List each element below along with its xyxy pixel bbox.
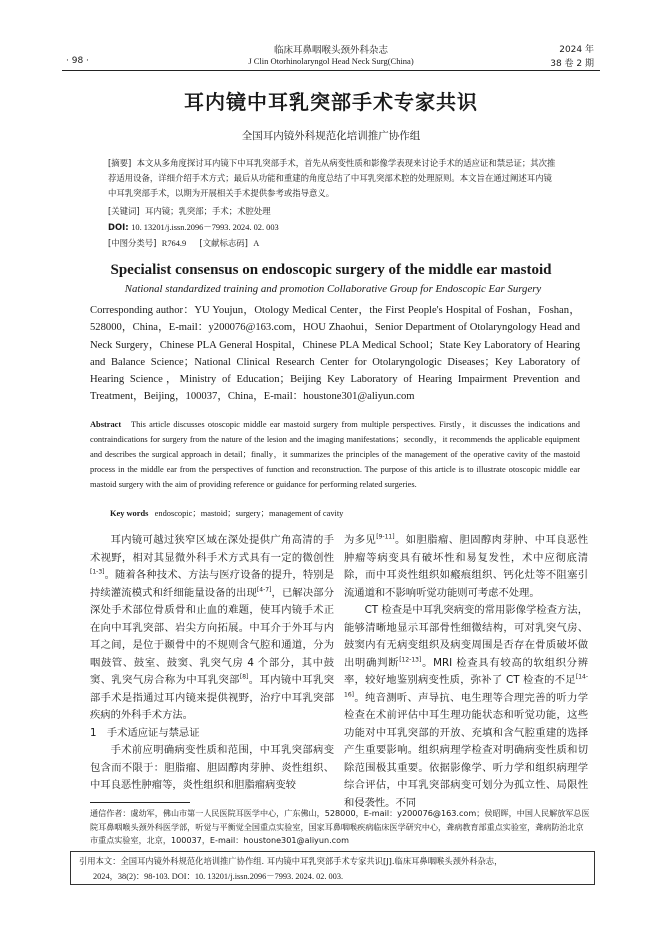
abstract-en [90,417,580,492]
body-column-right [344,532,588,812]
footnote-divider [90,802,190,803]
journal-issue: 38 卷 2 期 [550,59,594,69]
journal-title-cn: 临床耳鼻咽喉头颈外科杂志 [273,45,388,56]
ref-8[interactable]: [8] [239,673,249,681]
keywords-cn-text: 耳内镜；乳突部；手术；术腔处理 [145,206,271,216]
citation-line-1: 引用本文：全国耳内镜外科规范化培训推广协作组. 耳内镜中耳乳突部手术专家共识[J].临床耳鼻咽喉头颈外科杂志， [79,856,503,866]
intro-text-1: 耳内镜可越过狭窄区域在深处提供广角高清的手术视野，相对其显微外科手术方式具有一定的微创性 [90,534,334,564]
authors-en: National standardized training and promotion Collaborative Group for Endoscopic Ear Surgery [124,283,542,295]
classification-line [108,236,560,251]
corresponding-footnote: 通信作者：虞幼军，佛山市第一人民医院耳医学中心，广东佛山，528000，E-mail：y200076@163.com；侯昭晖，中国人民解放军总医院耳鼻咽喉头颈外科医学部，听觉与平衡觉全国重点实验室，国家耳鼻咽喉疾病临床医学研究中心，聋病教育部重点实验室，聋病防治北京市重点实验室，北京，100037，E-mail：houstone301@aliyun.com [90,808,590,845]
doi-line [108,220,560,235]
header-divider [62,70,600,71]
ref-1-3[interactable]: [1-3] [90,568,105,576]
section1-continued [344,532,588,602]
imaging-text-1: CT 检查是中耳乳突病变的常用影像学检查方法，能够清晰地显示耳部骨性细微结构，可对乳突气房、鼓窦内有无病变组织及病变周围是否存在骨质破坏做出明确判断 [344,604,588,669]
doc-code-label: [文献标志码] [199,238,248,248]
body-column-left [90,532,334,795]
imaging-paragraph [344,602,588,812]
imaging-text-2: 。MRI 检查具有较高的软组织分辨率，较好地鉴别病变性质，弥补了 CT 检查的不足 [344,656,588,686]
corresponding-author-en: Corresponding author：YU Youjun，Otology Medical Center，the First People's Hospital of Foshan，Foshan，528000，China，E-mail：y200076@163.com，HOU Zhaohui，Senior Department of Otolaryngology Head and Neck Surgery，Chinese PLA General Hospital，Chinese PLA Medical School；State Key Laboratory of Hearing and Balance Science；National Clinical Research Center for Otolaryngologic Diseases；Key Laboratory of Hearing Science，Ministry of Education；Beijing Key Laboratory of Hearing Impairment Prevention and Treatment，Beijing，100037，China，E-mail：houstone301@aliyun.com [90,305,580,403]
keywords-en [110,507,580,519]
citation-box [70,851,595,885]
ref-12-13[interactable]: [12-13] [399,656,422,664]
ref-9-11[interactable]: [9-11] [376,533,395,541]
journal-title-en: J Clin Otorhinolaryngol Head Neck Surg(China) [248,56,414,66]
clc-label: [中图分类号] [108,238,157,248]
intro-paragraph [90,532,334,725]
page-number: · 98 · [66,56,89,66]
journal-year: 2024 年 [559,45,594,55]
abstract-cn-text: 本文从多角度探讨耳内镜下中耳乳突部手术，首先从病变性质和影像学表现来讨论手术的适应证和禁忌证；其次推荐适用设备，详细介绍手术方式；最后从功能和重建的角度总结了中耳乳突部术腔的处理原则。本文旨在通过阐述耳内镜中耳乳突部手术，以期为开展相关手术提供参考或指导意义。 [108,158,556,198]
doi-value[interactable]: 10. 13201/j.issn.2096－7993. 2024. 02. 003 [131,223,279,232]
imaging-text-3: 。纯音测听、声导抗、电生理等合理完善的听力学检查在术前评估中耳生理功能状态和听觉功能，这些功能对中耳乳突部的开放、充填和含气腔重建的选择产生重要影响。组织病理学检查对明确病变性质和切除范围极其重要。依据影像学、听力学和组织病理学综合评估，中耳乳突部病变可划分为孤立性、局限性和侵袭性。不同 [344,691,588,809]
section1-paragraph: 手术前应明确病变性质和范围，中耳乳突部病变包含而不限于：胆脂瘤、胆固醇肉芽肿、炎性组织、中耳良恶性肿瘤等，炎性组织和胆脂瘤病变较 [90,744,334,791]
keywords-cn [108,204,560,219]
section-heading-1: 1 手术适应证与禁忌证 [90,726,200,739]
ref-4-7[interactable]: [4-7] [256,586,272,594]
abstract-cn [108,156,560,201]
intro-text-2: 。随着各种技术、方法与医疗设备的提升，特别是持续灌流模式和纤细能量设备的出现 [90,569,334,599]
article-title-en: Specialist consensus on endoscopic surgery of the middle ear mastoid [110,262,552,278]
abstract-en-label: Abstract [90,420,122,429]
keywords-en-label: Key words [110,509,149,518]
cont-text-1: 为多见 [344,534,377,546]
cont-text-2: 。如胆脂瘤、胆固醇肉芽肿、中耳良恶性肿瘤等病变具有破坏性和易复发性，术中应彻底清除，而中耳炎性组织如瘢痕组织、钙化灶等不阻塞引流通道和不影响听觉功能则可考虑不处理。 [344,534,589,599]
doi-label: DOI: [108,222,129,232]
intro-text-3: ，已解决部分深处手术部位骨质骨和止血的难题，使耳内镜手术正在向中耳乳突部、岩尖方向拓展。中耳介于外耳与内耳之间，是位于颞骨中的不规则含气腔和通道，分为咽鼓管、鼓室、鼓窦、乳突气房 4 个部分，其中鼓窦、乳突气房合称为中耳乳突部 [90,586,335,686]
article-title-cn: 耳内镜中耳乳突部手术专家共识 [184,90,478,114]
keywords-cn-label: [关键词] [108,206,140,216]
citation-line-2: 2024，38(2)：98-103. DOI：10. 13201/j.issn.2096－7993. 2024. 02. 003. [93,872,344,881]
clc-value: R764.9 [161,239,187,248]
abstract-en-text: This article discusses otoscopic middle ear mastoid surgery from multiple perspectives. Firstly，it discusses the indications and contraindications for surgery from the nature of the lesion and the imaging manifestations；secondly，it recommends the applicable equipment and describes the surgical approach in detail；finally，it summarizes the principles of the management of the operative cavity of the mastoid process in the middle ear from the perspectives of function and reconstruction. The purpose of this article is to illustrate otoscopic middle ear mastoid surgery with the aim of providing reference or guidance for performing related surgeries. [90,420,580,489]
authors-cn: 全国耳内镜外科规范化培训推广协作组 [241,130,421,142]
ref-14-16[interactable]: [14-16] [344,673,588,699]
intro-text-4: 。耳内镜中耳乳突部手术是指通过耳内镜来提供视野，治疗中耳乳突部疾病的外科手术方法。 [90,674,335,721]
abstract-cn-label: [摘要] [108,158,132,168]
doc-code-value: A [253,239,260,248]
keywords-en-text: endoscopic；mastoid；surgery；management of cavity [154,509,344,518]
